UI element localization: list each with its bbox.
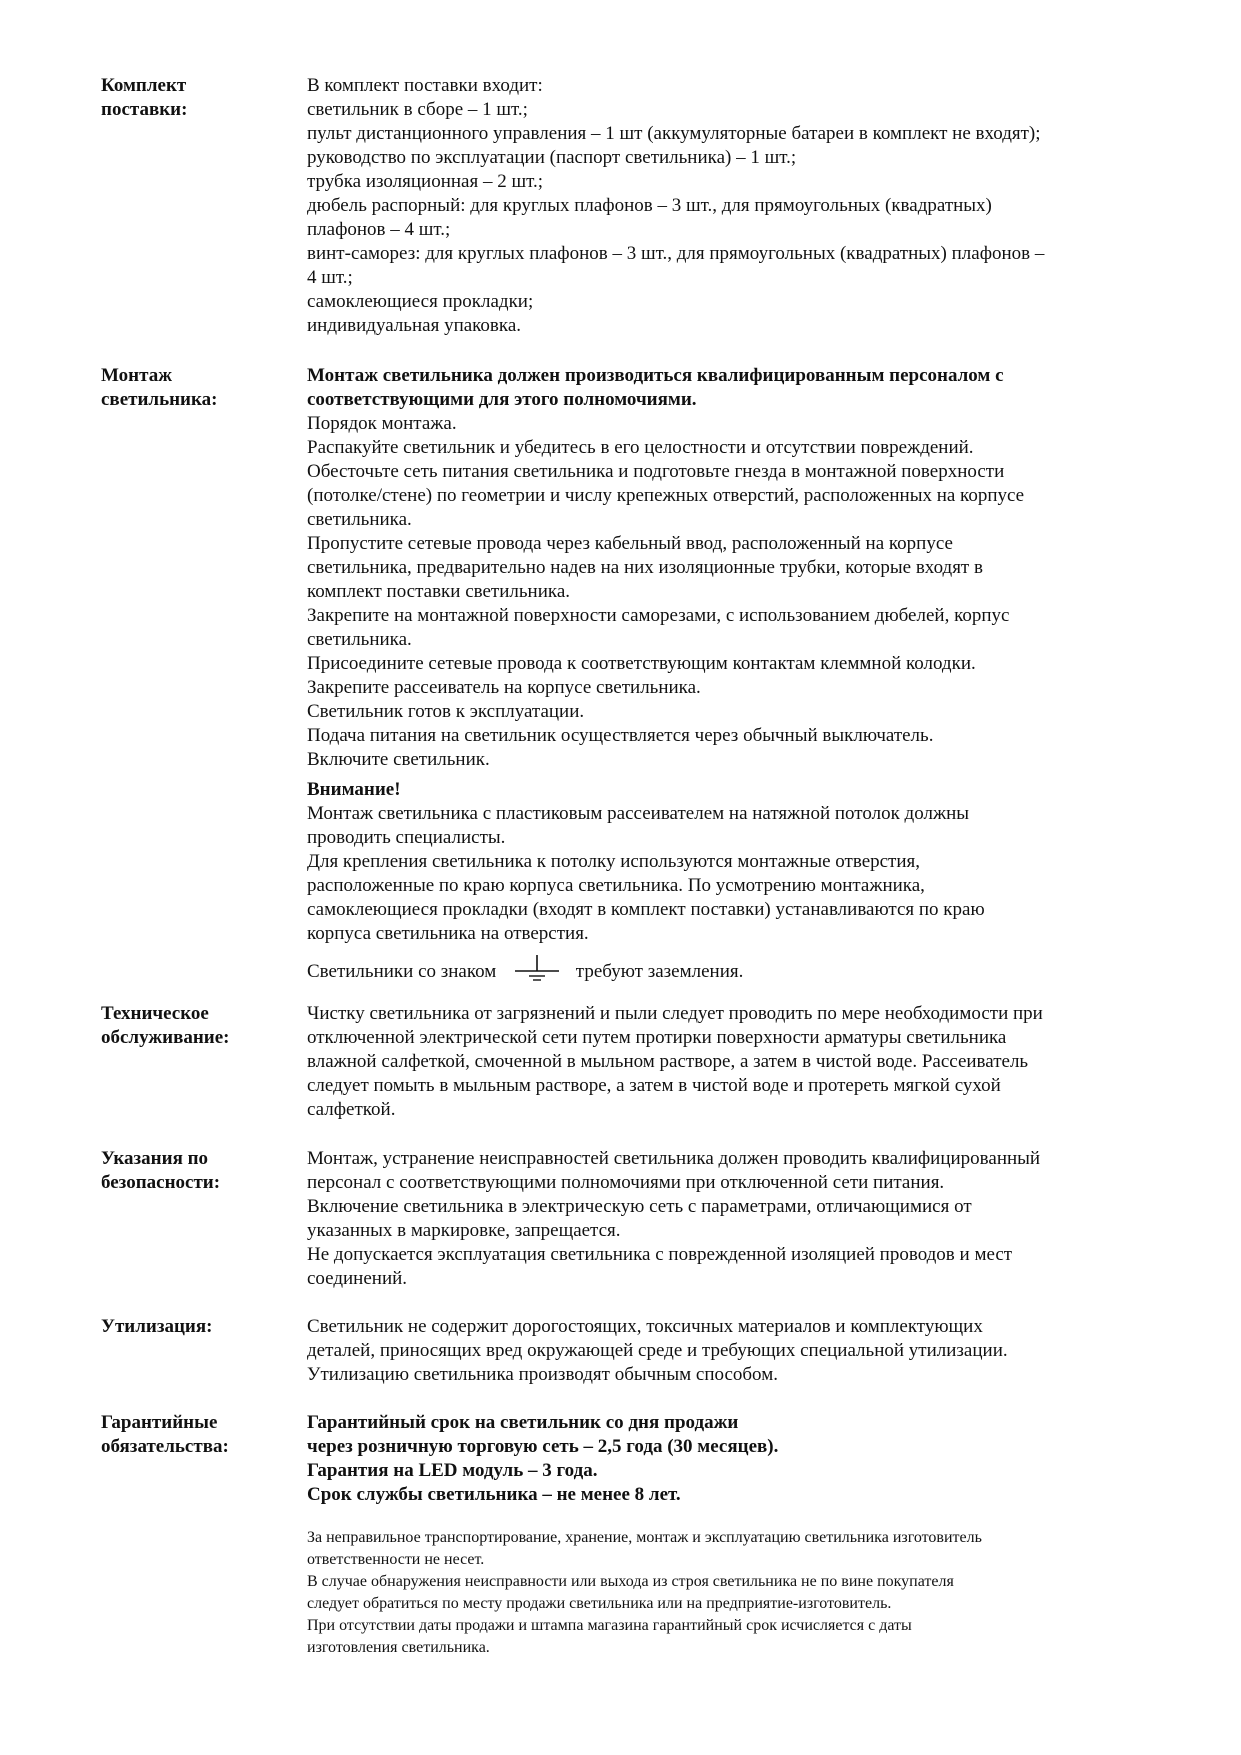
label-montage: Монтаж светильника: — [101, 365, 218, 410]
text-line: светильника. — [307, 629, 412, 650]
text-line: светильника. — [307, 509, 412, 530]
text-line: Пропустите сетевые провода через кабельный ввод, расположенный на корпусе — [307, 533, 953, 554]
bold-line: через розничную торговую сеть – 2,5 года (30 месяцев). — [307, 1436, 779, 1457]
text-line: Утилизацию светильника производят обычным способом. — [307, 1364, 778, 1385]
bold-line: Гарантия на LED модуль – 3 года. — [307, 1460, 598, 1481]
text-line: Присоедините сетевые провода к соответствующим контактам клеммной колодки. — [307, 653, 976, 674]
content-safety — [307, 1147, 1167, 1291]
text-line: корпуса светильника на отверстия. — [307, 923, 589, 944]
text-line: следует помыть в мыльным растворе, а затем в чистой воде и протереть мягкой сухой — [307, 1075, 1001, 1096]
label-disposal: Утилизация: — [101, 1316, 213, 1337]
text-line: указанных в маркировке, запрещается. — [307, 1220, 621, 1241]
text-line: индивидуальная упаковка. — [307, 315, 522, 336]
bold-line: Срок службы светильника – не менее 8 лет. — [307, 1484, 681, 1505]
text-line: Подача питания на светильник осуществляется через обычный выключатель. — [307, 725, 934, 746]
text-line: влажной салфеткой, смоченной в мыльном растворе, а затем в чистой воде. Рассеиватель — [307, 1051, 1029, 1072]
text-line: Закрепите на монтажной поверхности саморезами, с использованием дюбелей, корпус — [307, 605, 1010, 626]
bold-line: Гарантийный срок на светильник со дня продажи — [307, 1412, 739, 1433]
ground-before-text: Светильники со знаком — [307, 960, 497, 982]
text-line: расположенные по краю корпуса светильника. По усмотрению монтажника, — [307, 875, 925, 896]
content-maintenance — [307, 1002, 1167, 1122]
ground-icon — [513, 954, 561, 991]
text-line: салфеткой. — [307, 1099, 396, 1120]
text-line: плафонов – 4 шт.; — [307, 219, 451, 240]
text-line: Не допускается эксплуатация светильника с поврежденной изоляцией проводов и мест — [307, 1244, 1013, 1265]
content-disposal — [307, 1315, 1167, 1387]
text-line: проводить специалисты. — [307, 827, 506, 848]
text-line: 4 шт.; — [307, 267, 353, 288]
text-line: персонал с соответствующими полномочиями при отключенной сети питания. — [307, 1172, 945, 1193]
note-line: следует обратиться по месту продажи светильника или на предприятие-изготовитель. — [307, 1595, 892, 1612]
text-line: деталей, приносящих вред окружающей среде и требующих специальной утилизации. — [307, 1340, 1008, 1361]
text-line: Закрепите рассеиватель на корпусе светильника. — [307, 677, 701, 698]
note-line: В случае обнаружения неисправности или выхода из строя светильника не по вине покупателя — [307, 1573, 954, 1590]
ground-line — [307, 954, 1167, 991]
text-line: руководство по эксплуатации (паспорт светильника) – 1 шт.; — [307, 147, 797, 168]
note-line: ответственности не несет. — [307, 1551, 485, 1568]
text-line: дюбель распорный: для круглых плафонов – 3 шт., для прямоугольных (квадратных) — [307, 195, 992, 216]
text-line: Монтаж, устранение неисправностей светильника должен проводить квалифицированный — [307, 1148, 1041, 1169]
text-line: Порядок монтажа. — [307, 413, 457, 434]
bold-line: Монтаж светильника должен производиться квалифицированным персоналом с — [307, 365, 1004, 386]
text-line: Включите светильник. — [307, 749, 490, 770]
text-line: отключенной электрической сети путем протирки поверхности арматуры светильника — [307, 1027, 1007, 1048]
content-warranty — [307, 1411, 1167, 1659]
text-line: светильника, предварительно надев на них изоляционные трубки, которые входят в — [307, 557, 983, 578]
label-maintenance: Техническое обслуживание: — [101, 1003, 230, 1048]
label-warranty: Гарантийные обязательства: — [101, 1412, 229, 1457]
text-line: самоклеющиеся прокладки; — [307, 291, 534, 312]
text-line: В комплект поставки входит: — [307, 75, 543, 96]
text-line: комплект поставки светильника. — [307, 581, 571, 602]
label-complect: Комплект поставки: — [101, 75, 188, 120]
text-line: Включение светильника в электрическую сеть с параметрами, отличающимися от — [307, 1196, 972, 1217]
text-line: винт-саморез: для круглых плафонов – 3 шт., для прямоугольных (квадратных) плафонов – — [307, 243, 1045, 264]
text-line: Распакуйте светильник и убедитесь в его целостности и отсутствии повреждений. — [307, 437, 974, 458]
note-line: изготовления светильника. — [307, 1639, 490, 1656]
text-line: самоклеющиеся прокладки (входят в комплект поставки) устанавливаются по краю — [307, 899, 985, 920]
ground-after-text: требуют заземления. — [575, 960, 744, 982]
note-line: За неправильное транспортирование, хранение, монтаж и эксплуатацию светильника изготовитель — [307, 1529, 982, 1546]
text-line: Светильник не содержит дорогостоящих, токсичных материалов и комплектующих — [307, 1316, 983, 1337]
text-line: Монтаж светильника с пластиковым рассеивателем на натяжной потолок должны — [307, 803, 970, 824]
text-line: трубка изоляционная – 2 шт.; — [307, 171, 543, 192]
text-line: соединений. — [307, 1268, 408, 1289]
attention-title: Внимание! — [307, 779, 401, 800]
warranty-notes — [307, 1527, 1167, 1659]
content-complect — [307, 74, 1167, 338]
label-safety: Указания по безопасности: — [101, 1148, 221, 1193]
text-line: Для крепления светильника к потолку используются монтажные отверстия, — [307, 851, 921, 872]
note-line: При отсутствии даты продажи и штампа магазина гарантийный срок исчисляется с даты — [307, 1617, 912, 1634]
bold-line: соответствующими для этого полномочиями. — [307, 389, 697, 410]
text-line: светильник в сборе – 1 шт.; — [307, 99, 528, 120]
text-line: Обесточьте сеть питания светильника и подготовьте гнезда в монтажной поверхности — [307, 461, 1005, 482]
text-line: пульт дистанционного управления – 1 шт (аккумуляторные батареи в комплект не входят); — [307, 123, 1041, 144]
text-line: (потолке/стене) по геометрии и числу крепежных отверстий, расположенных на корпусе — [307, 485, 1025, 506]
content-montage — [307, 364, 1167, 991]
text-line: Чистку светильника от загрязнений и пыли следует проводить по мере необходимости при — [307, 1003, 1043, 1024]
text-line: Светильник готов к эксплуатации. — [307, 701, 585, 722]
